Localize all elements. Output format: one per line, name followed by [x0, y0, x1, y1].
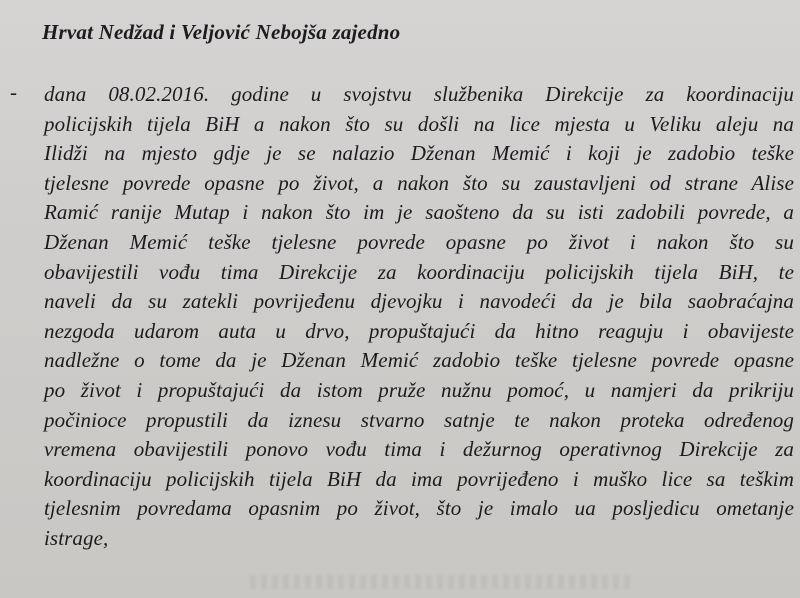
text-line: vremena obavijestili ponovo vođu tima i dežurnog operativnog Direkcije za	[44, 437, 794, 462]
text-line: po život i propuštajući da istom pruže nužnu pomoć, u namjeri da prikriju	[44, 377, 794, 402]
text-line: obavijestili vođu tima Direkcije za koordinaciju policijskih tijela BiH, te	[44, 259, 794, 284]
text-line: nadležne o tome da je Dženan Memić zadobio teške tjelesne povrede opasne	[44, 348, 794, 373]
text-line: počinioce propustili da iznesu stvarno satnje te nakon proteka određenog	[44, 407, 794, 432]
text-line: tjelesne povrede opasne po život, a nakon što su zaustavljeni od strane Alise	[44, 170, 794, 195]
text-line: Ilidži na mjesto gdje je se nalazio Dženan Memić i koji je zadobio teške	[44, 141, 794, 166]
document-heading: Hrvat Nedžad i Veljović Nebojša zajedno	[42, 20, 401, 44]
text-line: policijskih tijela BiH a nakon što su došli na lice mjesta u Veliku aleju na	[44, 111, 794, 136]
text-line: Ramić ranije Mutap i nakon što im je saošteno da su isti zadobili povrede, a	[44, 200, 794, 225]
text-line: dana 08.02.2016. godine u svojstvu službenika Direkcije za koordinaciju	[44, 82, 794, 106]
reverse-side-bleed-through	[250, 575, 630, 589]
text-line: tjelesnim povredama opasnim po život, što je imalo ua posljedicu ometanje	[44, 496, 794, 521]
paragraph-body	[44, 80, 794, 554]
text-line: koordinaciju policijskih tijela BiH da ima povrijeđeno i muško lice sa teškim	[44, 466, 794, 491]
text-line: Dženan Memić teške tjelesne povrede opasne po život i nakon što su	[44, 229, 794, 254]
text-line-last: istrage,	[44, 525, 109, 550]
text-line: nezgoda udarom auta u drvo, propuštajući da hitno reaguju i obavijeste	[44, 318, 794, 343]
list-bullet: -	[10, 80, 17, 104]
text-line: naveli da su zatekli povrijeđenu djevojku i navodeći da je bila saobraćajna	[44, 289, 794, 314]
